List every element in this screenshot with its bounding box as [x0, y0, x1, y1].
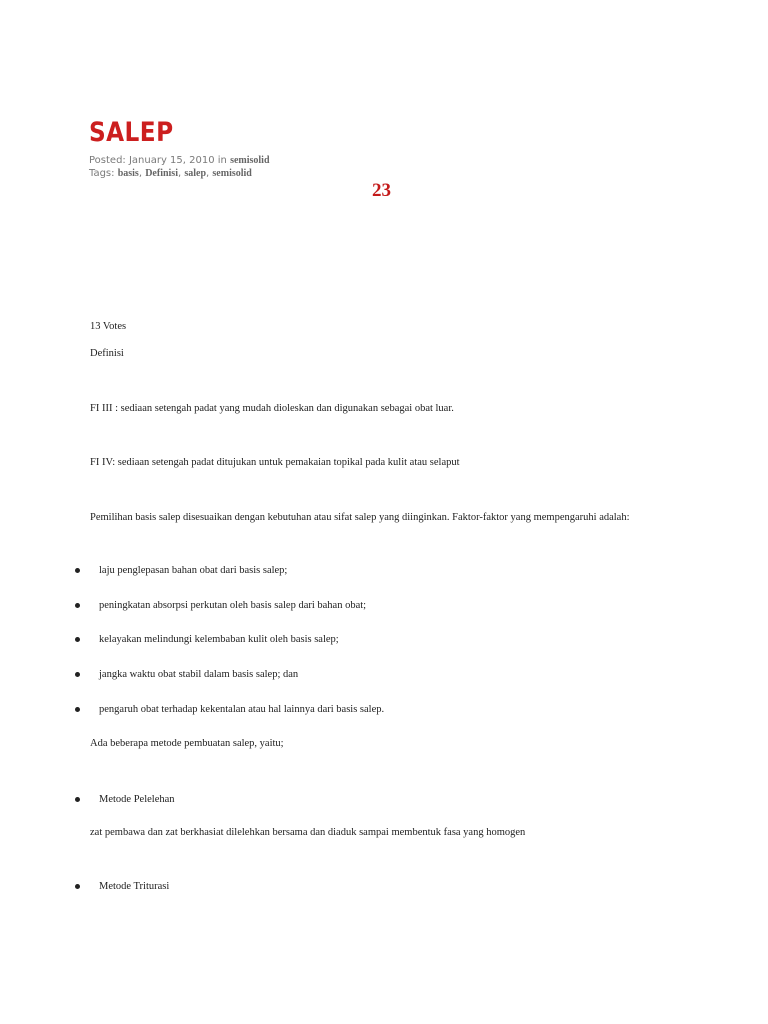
method-item: Metode Triturasi	[99, 881, 170, 892]
section-heading: Definisi	[90, 348, 124, 359]
rating-score: 23	[372, 180, 391, 201]
bullet-icon	[75, 884, 80, 889]
tag-link[interactable]: salep	[184, 168, 207, 179]
bullet-icon	[75, 707, 80, 712]
bullet-icon	[75, 568, 80, 573]
vote-count: 13 Votes	[90, 321, 127, 332]
factors-intro: Pemilihan basis salep disesuaikan dengan kebutuhan atau sifat salep yang diinginkan. Faktor-faktor yang mempengaruhi adalah:	[90, 512, 630, 523]
definition-fi3: FI III : sediaan setengah padat yang mudah dioleskan dan digunakan sebagai obat luar.	[90, 403, 454, 414]
method-item: Metode Pelelehan	[99, 794, 175, 805]
definition-fi4: FI IV: sediaan setengah padat ditujukan untuk pemakaian topikal pada kulit atau selaput	[90, 457, 460, 468]
posted-date: Posted: January 15, 2010 in	[89, 155, 227, 166]
bullet-icon	[75, 672, 80, 677]
tag-link[interactable]: semisolid	[212, 168, 252, 179]
list-item: kelayakan melindungi kelembaban kulit oleh basis salep;	[99, 634, 339, 645]
method-description: zat pembawa dan zat berkhasiat dilelehkan bersama dan diaduk sampai membentuk fasa yang homogen	[90, 827, 526, 838]
list-item: laju penglepasan bahan obat dari basis salep;	[99, 565, 288, 576]
bullet-icon	[75, 603, 80, 608]
post-tags: Tags: basis, Definisi, salep, semisolid	[89, 168, 252, 179]
post-title[interactable]: SALEP	[89, 117, 174, 148]
list-item: pengaruh obat terhadap kekentalan atau hal lainnya dari basis salep.	[99, 704, 385, 715]
methods-intro: Ada beberapa metode pembuatan salep, yaitu;	[90, 738, 284, 749]
post-meta	[89, 155, 270, 166]
category-link[interactable]: semisolid	[230, 155, 270, 166]
list-item: peningkatan absorpsi perkutan oleh basis salep dari bahan obat;	[99, 600, 367, 611]
list-item: jangka waktu obat stabil dalam basis salep; dan	[99, 669, 299, 680]
tag-link[interactable]: basis	[117, 168, 139, 179]
bullet-icon	[75, 797, 80, 802]
tag-link[interactable]: Definisi	[145, 168, 178, 179]
bullet-icon	[75, 637, 80, 642]
tags-label: Tags:	[89, 168, 115, 179]
